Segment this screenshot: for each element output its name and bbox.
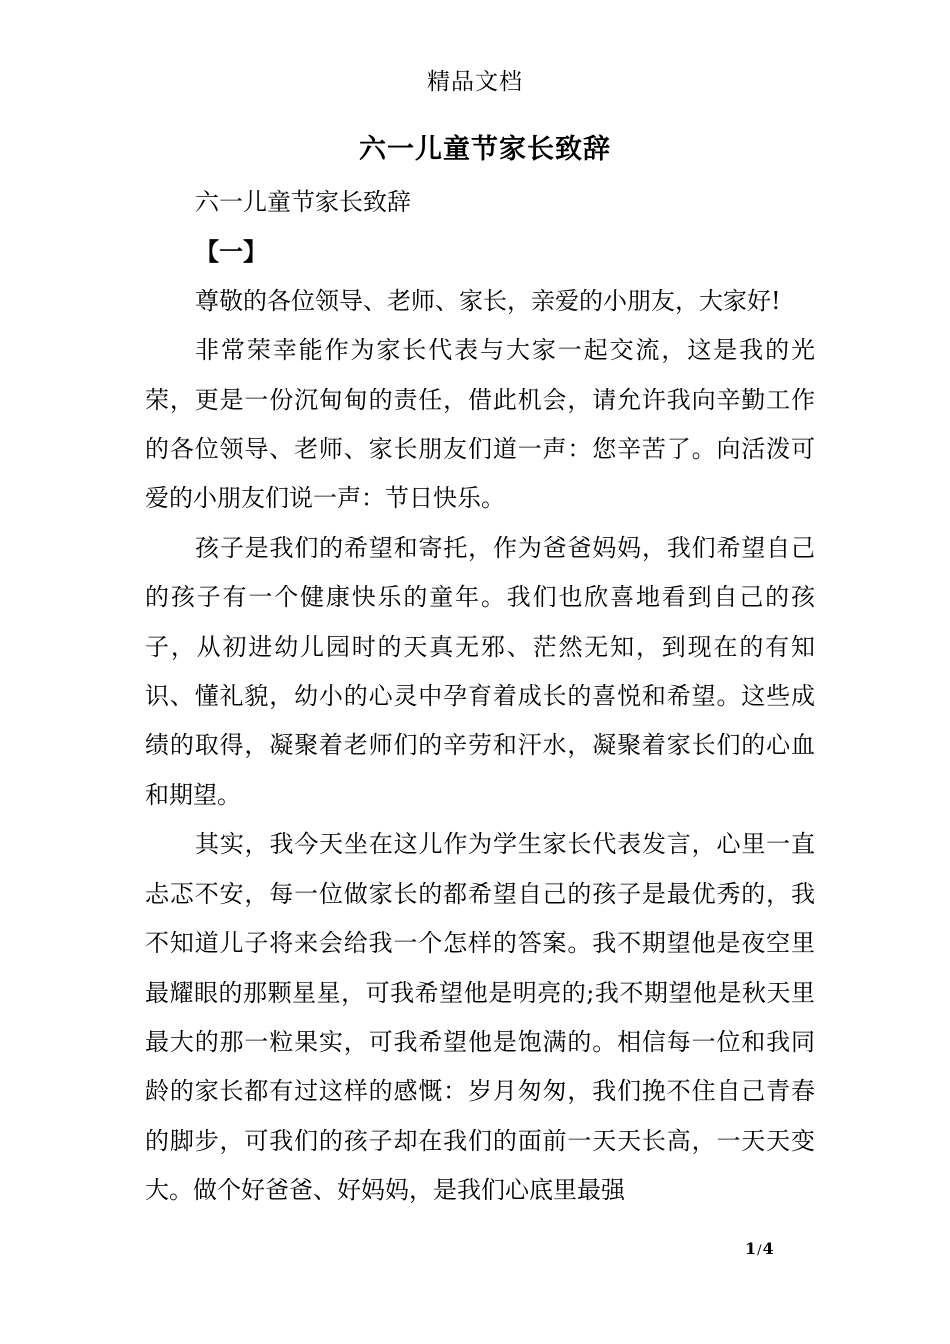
paragraph: 孩子是我们的希望和寄托，作为爸爸妈妈，我们希望自己的孩子有一个健康快乐的童年。我们也欣喜地看到自己的孩子，从初进幼儿园时的天真无邪、茫然无知，到现在的有知识、懂礼貌，幼小的心灵中孕育着成长的喜悦和希望。这些成绩的取得，凝聚着老师们的辛劳和汗水，凝聚着家长们的心血和期望。 (145, 533, 815, 809)
section-marker: 【一】 (195, 237, 267, 267)
document-title: 六一儿童节家长致辞 (359, 134, 611, 165)
document-subtitle: 六一儿童节家长致辞 (195, 188, 411, 216)
paragraph: 非常荣幸能作为家长代表与大家一起交流，这是我的光荣，更是一份沉甸甸的责任，借此机会，请允许我向辛勤工作的各位领导、老师、家长朋友们道一声：您辛苦了。向活泼可爱的小朋友们说一声：节日快乐。 (145, 336, 815, 513)
paragraph: 尊敬的各位领导、老师、家长，亲爱的小朋友，大家好! (195, 286, 781, 315)
page-number (745, 1238, 774, 1262)
page-header-label: 精品文档 (427, 69, 523, 95)
current-page: 1 (745, 1239, 757, 1258)
document-body (145, 178, 815, 1216)
paragraph: 其实，我今天坐在这儿作为学生家长代表发言，心里一直忐忑不安，每一位做家长的都希望自己的孩子是最优秀的，我不知道儿子将来会给我一个怎样的答案。我不期望他是夜空里最耀眼的那颗星星，可我希望他是明亮的;我不期望他是秋天里最大的那一粒果实，可我希望他是饱满的。相信每一位和我同龄的家长都有过这样的感慨：岁月匆匆，我们挽不住自己青春的脚步，可我们的孩子却在我们的面前一天天长高，一天天变大。做个好爸爸、好妈妈，是我们心底里最强 (145, 830, 815, 1205)
total-pages: 4 (762, 1239, 774, 1258)
page-separator: / (757, 1243, 762, 1258)
